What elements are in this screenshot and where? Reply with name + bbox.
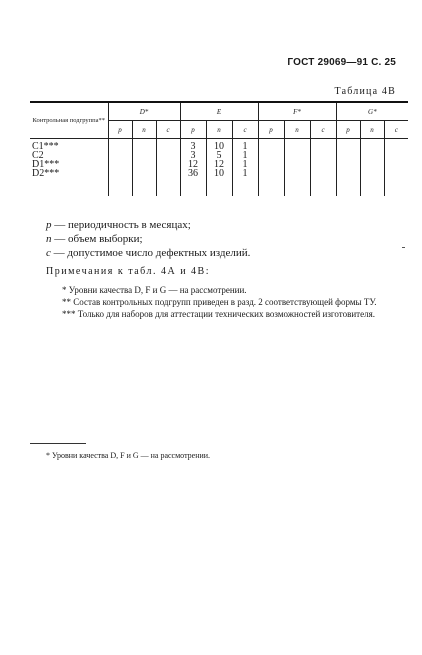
table-label: Таблица 4В bbox=[334, 86, 396, 97]
value: 1 bbox=[242, 141, 248, 152]
legend-item bbox=[46, 246, 250, 260]
empty-cell bbox=[384, 139, 408, 197]
legend-text: — объем выборки; bbox=[51, 233, 143, 245]
legend-symbol: n bbox=[46, 233, 52, 245]
value: 12 bbox=[188, 159, 198, 170]
e-c-cell bbox=[232, 139, 258, 197]
subcol-n: п bbox=[132, 121, 156, 139]
empty-cell bbox=[310, 139, 336, 197]
subcol-c: с bbox=[156, 121, 180, 139]
legend bbox=[46, 218, 250, 260]
value: 12 bbox=[214, 159, 224, 170]
page-header: ГОСТ 29069—91 С. 25 bbox=[287, 57, 396, 68]
value: 5 bbox=[216, 150, 222, 161]
level-header-e: E bbox=[180, 102, 258, 121]
subcol-c: с bbox=[232, 121, 258, 139]
subcol-n: п bbox=[284, 121, 310, 139]
empty-cell bbox=[132, 139, 156, 197]
note-2: ** Состав контрольных подгрупп приведен в разд. 2 соответствующей формы ТУ. bbox=[62, 297, 377, 307]
footnote-divider bbox=[30, 443, 86, 444]
legend-item bbox=[46, 218, 250, 232]
notes-title: Примечания к табл. 4А и 4В: bbox=[46, 266, 211, 277]
subcol-p: р bbox=[108, 121, 132, 139]
empty-cell bbox=[284, 139, 310, 197]
value: 1 bbox=[242, 150, 248, 161]
value: 1 bbox=[242, 168, 248, 179]
subcol-p: р bbox=[258, 121, 284, 139]
group-name: D1*** bbox=[32, 159, 60, 170]
e-n-cell bbox=[206, 139, 232, 197]
legend-symbol: p bbox=[46, 219, 52, 231]
notes bbox=[46, 266, 410, 320]
level-header-d: D* bbox=[108, 102, 180, 121]
group-name: С2 bbox=[32, 150, 44, 161]
group-name: С1*** bbox=[32, 141, 59, 152]
group-names-cell bbox=[30, 139, 108, 197]
footnote: * Уровни качества D, F и G — на рассмотрении. bbox=[46, 451, 211, 460]
empty-cell bbox=[360, 139, 384, 197]
value: 1 bbox=[242, 159, 248, 170]
empty-cell bbox=[336, 139, 360, 197]
value: 10 bbox=[214, 141, 224, 152]
subcol-n: п bbox=[360, 121, 384, 139]
table-row bbox=[30, 139, 408, 197]
level-header-g: G* bbox=[336, 102, 408, 121]
empty-cell bbox=[258, 139, 284, 197]
value: 3 bbox=[190, 150, 196, 161]
value: 36 bbox=[188, 168, 198, 179]
subcol-c: с bbox=[384, 121, 408, 139]
scan-mark bbox=[402, 247, 405, 248]
e-p-cell bbox=[180, 139, 206, 197]
legend-text: — периодичность в месяцах; bbox=[51, 219, 191, 231]
subcol-n: п bbox=[206, 121, 232, 139]
subcol-p: р bbox=[180, 121, 206, 139]
note-3: *** Только для наборов для аттестации технических возможностей изготовителя. bbox=[62, 309, 375, 319]
group-column-header: Контрольная подгруппа** bbox=[30, 102, 108, 139]
legend-text: — допустимое число дефектных изделий. bbox=[50, 247, 251, 259]
level-header-f: F* bbox=[258, 102, 336, 121]
legend-item bbox=[46, 232, 250, 246]
empty-cell bbox=[156, 139, 180, 197]
data-table bbox=[30, 101, 408, 196]
empty-cell bbox=[108, 139, 132, 197]
subcol-c: с bbox=[310, 121, 336, 139]
value: 10 bbox=[214, 168, 224, 179]
group-name: D2*** bbox=[32, 168, 60, 179]
legend-symbol: c bbox=[46, 247, 51, 259]
note-1: * Уровни качества D, F и G — на рассмотрении. bbox=[62, 285, 247, 295]
value: 3 bbox=[190, 141, 196, 152]
subcol-p: р bbox=[336, 121, 360, 139]
